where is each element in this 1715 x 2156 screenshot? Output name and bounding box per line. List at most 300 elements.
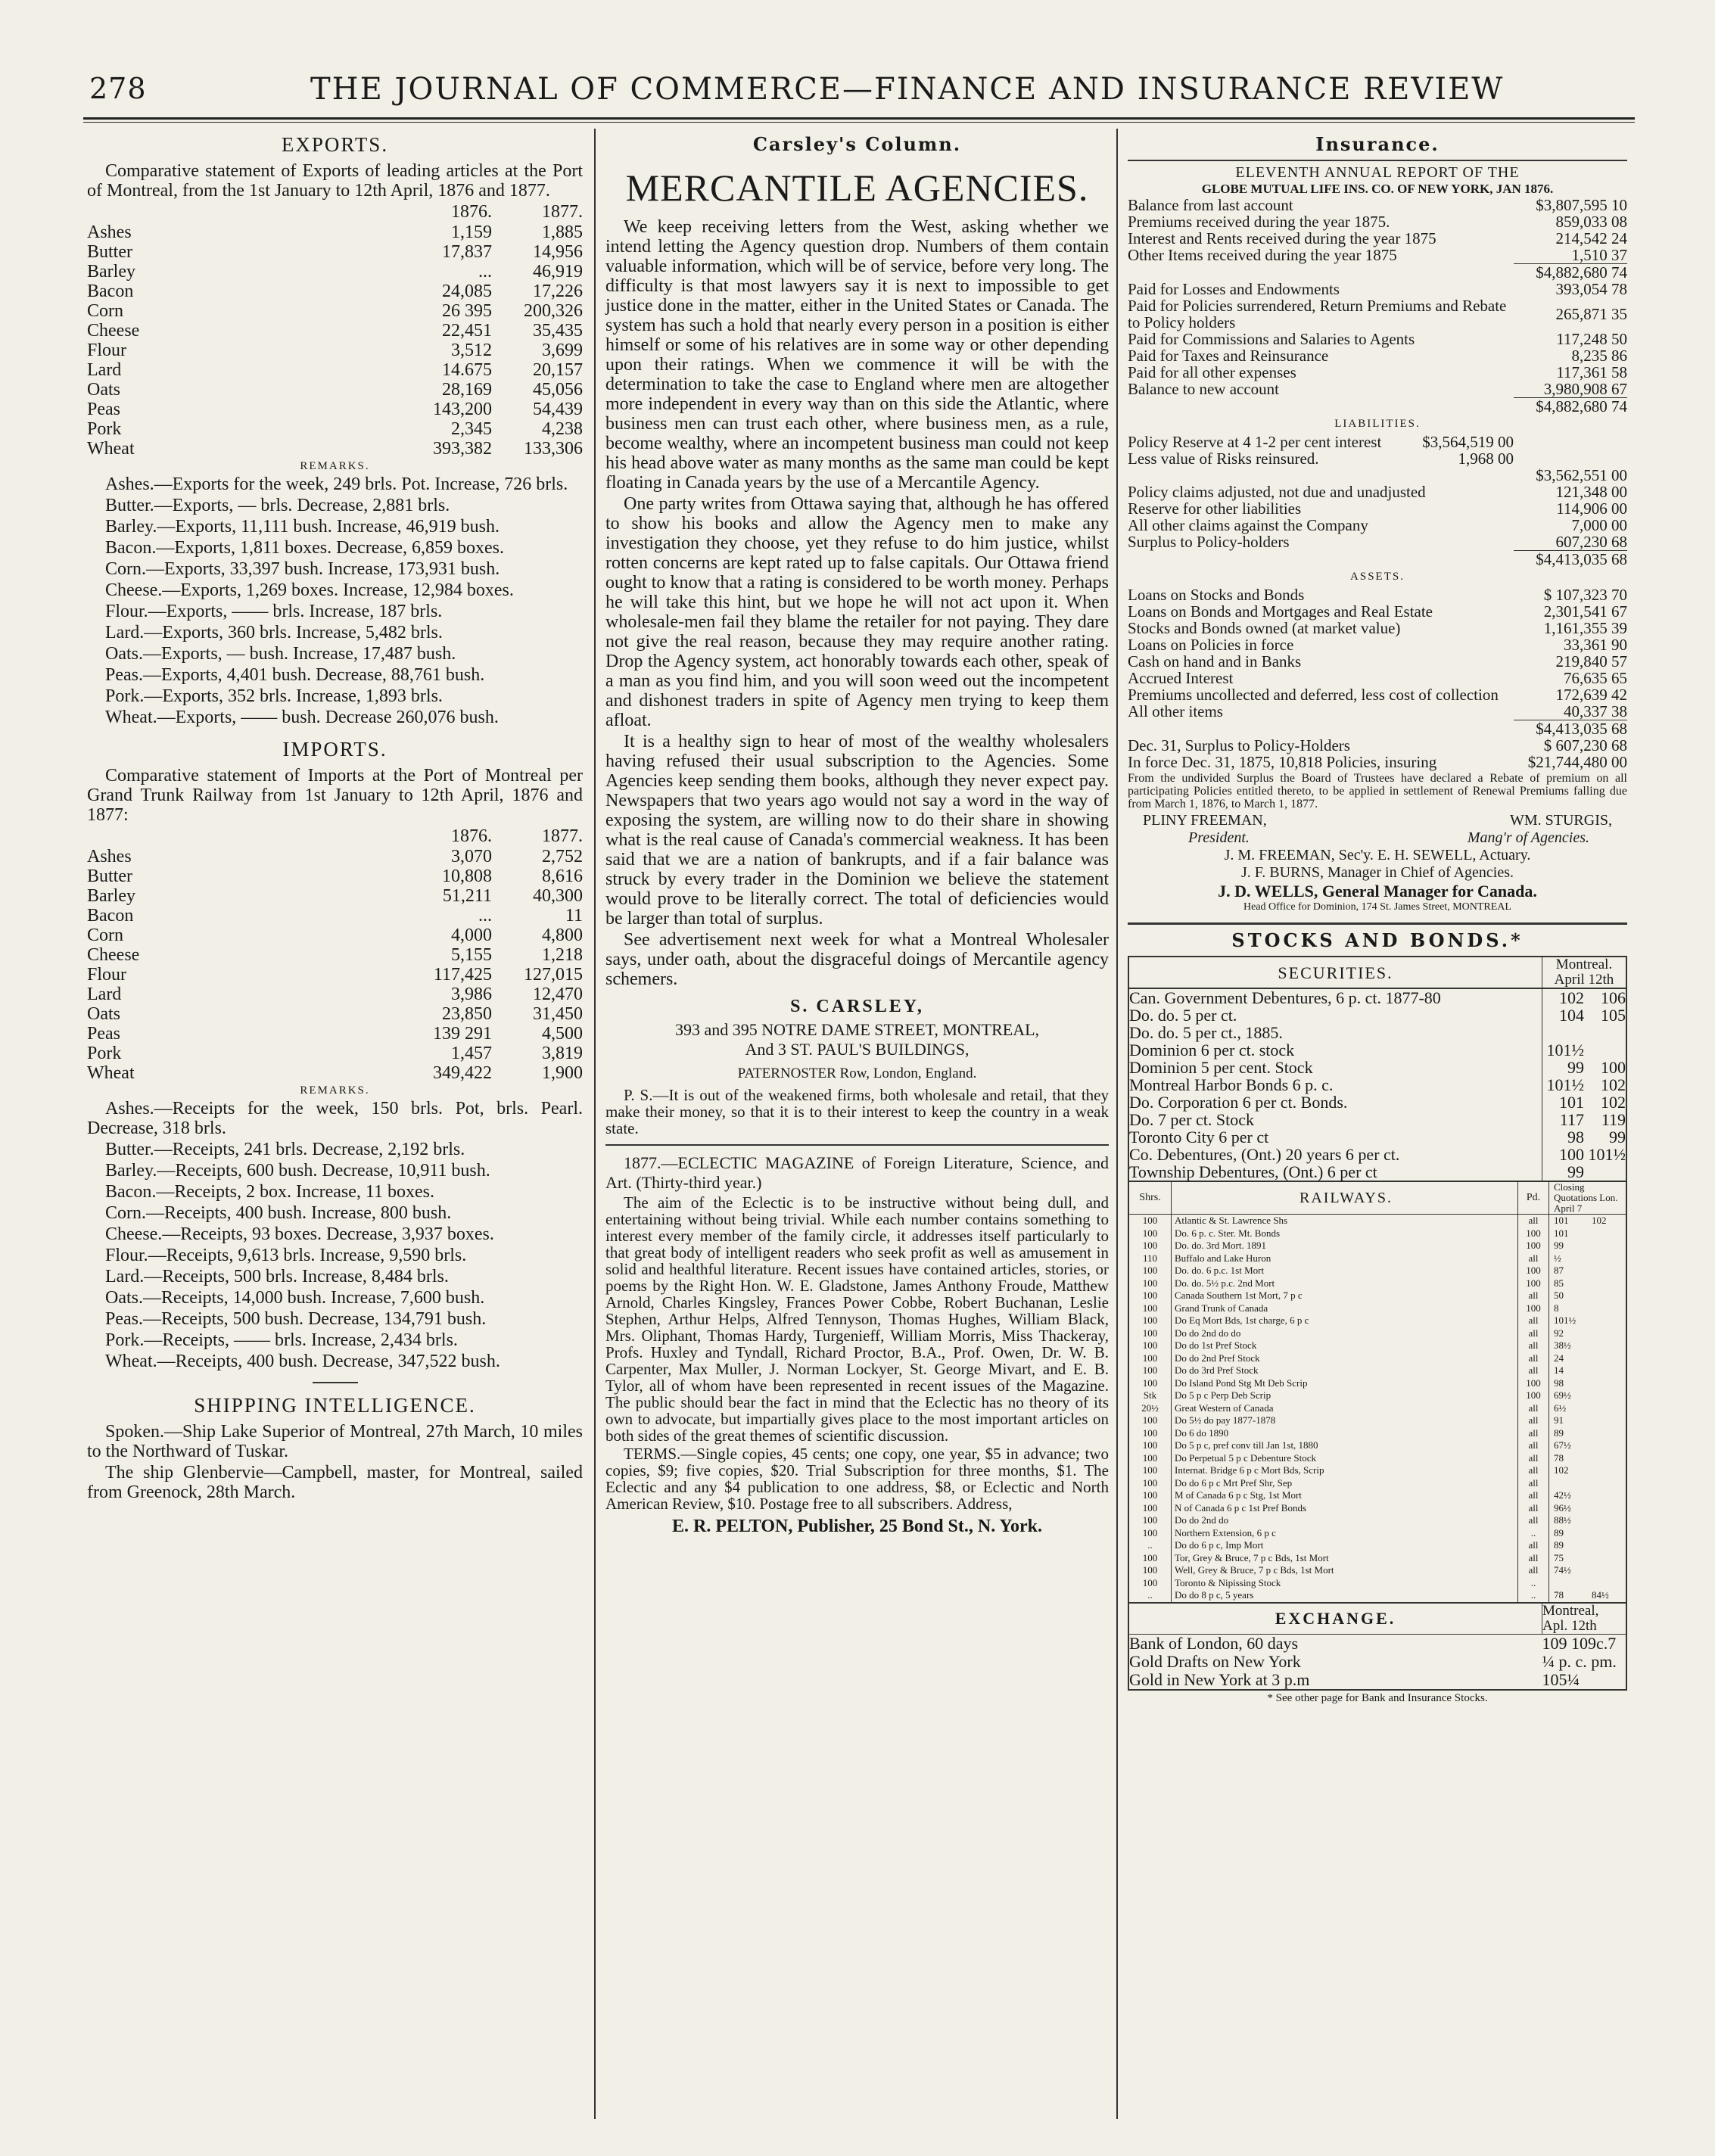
railway-quote: 69½	[1549, 1389, 1592, 1402]
railway-quote: 87	[1549, 1265, 1592, 1277]
railway-paid: all	[1518, 1252, 1549, 1265]
imports-value-1876: 51,211	[442, 886, 492, 906]
exports-value-1877: 1,885	[542, 222, 583, 242]
security-label: Do. do. 5 per ct., 1885.	[1129, 1023, 1283, 1042]
imports-row	[87, 985, 583, 1004]
railway-paid: all	[1518, 1564, 1549, 1577]
disbursement-row	[1128, 331, 1627, 347]
asset-row	[1128, 620, 1627, 636]
disbursement-value: 8,235 86	[1571, 347, 1627, 365]
income-table	[1128, 197, 1627, 281]
railway-quote-2	[1592, 1364, 1626, 1377]
imports-item: Oats	[87, 1004, 120, 1024]
security-row	[1129, 1163, 1626, 1181]
railway-shares: ..	[1147, 1539, 1153, 1551]
imports-item: Lard	[87, 985, 122, 1004]
carsley-para-2: One party writes from Ottawa saying that, although he has offered to show his books and allow the Agency men to make any investigation they choose, yet they refuse to do him justice, whilst rotten concerns are kept rated up to false capitals. Our Ottawa friend ought to know that a rating is considered to be worth money. Perhaps he will take this hint, but we hope he will not act upon it. When wholesale-men fail they blame the retailer for not paying. They dare not give the real reason, because they may require another rating. Drop the Agency system, act honorably towards each other, speak of a man as you find him, and you will soon weed out the incompetent and dishonest traders in spite of Agency men trying to keep them afloat.	[605, 494, 1109, 730]
railway-quote: 14	[1549, 1364, 1592, 1377]
imports-value-1877: 11	[565, 906, 583, 926]
railway-name: Grand Trunk of Canada	[1172, 1302, 1518, 1315]
exports-value-1876: ...	[478, 262, 492, 282]
income-value: $3,807,595 10	[1536, 196, 1627, 214]
imports-item: Ashes	[87, 847, 132, 866]
assets-total: $4,413,035 68	[1514, 720, 1627, 738]
railway-shares: 100	[1142, 1265, 1158, 1276]
imports-value-1876: 3,070	[451, 847, 492, 866]
railway-name: Do do 6 p c, Imp Mort	[1172, 1539, 1518, 1552]
exports-row	[87, 341, 583, 360]
inforce-value: $21,744,480 00	[1527, 753, 1627, 771]
imports-row	[87, 1024, 583, 1044]
header-rule-thin	[83, 122, 1635, 123]
security-row	[1129, 1076, 1626, 1094]
disbursement-row	[1128, 297, 1627, 331]
railway-quote-2	[1592, 1464, 1626, 1477]
security-row	[1129, 1006, 1626, 1024]
railway-quote-2	[1592, 1552, 1626, 1565]
railway-shares: ..	[1147, 1589, 1153, 1601]
insurance-column-head: Insurance.	[1315, 133, 1440, 155]
security-label: Do. 7 per ct. Stock	[1129, 1110, 1254, 1129]
disbursement-label: Paid for all other expenses	[1128, 363, 1296, 381]
imports-intro: Comparative statement of Imports at the Port of Montreal per Grand Trunk Railway from 1st January to 12th April, 1876 and 1877:	[87, 766, 583, 825]
stocks-rule	[1128, 922, 1627, 925]
railway-shares: 100	[1142, 1314, 1158, 1326]
carsley-address-3: PATERNOSTER Row, London, England.	[737, 1066, 977, 1081]
railway-row	[1129, 1227, 1626, 1240]
asset-row	[1128, 586, 1627, 603]
railway-quote: 96½	[1549, 1502, 1592, 1515]
rail-head-pd: Pd.	[1518, 1182, 1549, 1215]
railway-row	[1129, 1240, 1626, 1252]
security-ask: 119	[1601, 1110, 1626, 1129]
imports-item: Butter	[87, 866, 132, 886]
exchange-label: Gold in New York at 3 p.m	[1129, 1669, 1310, 1689]
railway-paid: 100	[1518, 1377, 1549, 1390]
imports-value-1877: 12,470	[533, 985, 583, 1004]
railway-quote-2	[1592, 1377, 1626, 1390]
imports-remark: Pork.—Receipts, —— brls. Increase, 2,434 brls.	[105, 1330, 458, 1350]
carsley-address-1: 393 and 395 NOTRE DAME STREET, MONTREAL,	[674, 1020, 1040, 1039]
imports-item: Flour	[87, 965, 127, 985]
imports-item: Barley	[87, 886, 135, 906]
disbursement-value: 393,054 78	[1555, 280, 1627, 298]
exports-value-1876: 3,512	[451, 341, 492, 360]
disbursement-label: Paid for Policies surrendered, Return Premiums and Rebate to Policy holders	[1128, 297, 1507, 331]
exports-row	[87, 242, 583, 262]
exports-year-1877: 1877.	[542, 202, 583, 222]
insurance-rule	[1128, 160, 1627, 161]
railway-row	[1129, 1452, 1626, 1465]
exports-year-1876: 1876.	[451, 202, 492, 222]
asset-value: 2,301,541 67	[1543, 602, 1627, 621]
railway-name: Do do 2nd do	[1172, 1514, 1518, 1527]
carsley-para-3: It is a healthy sign to hear of most of the wealthy wholesalers having refused their usual subscription to the Agencies. Some Agencies keep sending them books, although they never expect pay. Newspapers that two years ago would not say a word in the way of exposing the system, are willing now to do their share in showing what is the real cause of Canada's commercial weakness. It has been said that we are a nation of bankrupts, and if a fair balance was struck by every trader in the Dominion we believe the statement would prove to be literally correct. The total of deficiencies would be larger than total of surplus.	[605, 732, 1109, 929]
disbursement-value: 265,871 35	[1555, 305, 1627, 323]
exchange-value: ¼ p. c. pm.	[1542, 1651, 1617, 1671]
railway-row	[1129, 1489, 1626, 1502]
railway-shares: 100	[1142, 1339, 1158, 1351]
disbursement-value: 3,980,908 67	[1543, 380, 1627, 398]
officers-line-4: J. F. BURNS, Manager in Chief of Agencies.	[1240, 864, 1514, 881]
railway-quote: 88½	[1549, 1514, 1592, 1527]
exports-value-1876: 143,200	[433, 400, 492, 419]
railway-quote: 78	[1549, 1589, 1592, 1602]
asset-label: Stocks and Bonds owned (at market value)	[1128, 619, 1401, 637]
imports-heading: IMPORTS.	[282, 738, 388, 761]
railway-quote-2	[1592, 1327, 1626, 1340]
liability-row	[1128, 500, 1627, 517]
railway-quote-2	[1592, 1290, 1626, 1302]
imports-value-1876: 23,850	[442, 1004, 492, 1024]
railway-shares: 100	[1142, 1277, 1158, 1289]
reserve-net: $3,562,551 00	[1536, 466, 1627, 484]
security-bid: 101½	[1542, 1041, 1585, 1059]
railways-table	[1129, 1182, 1626, 1602]
railway-paid: 100	[1518, 1265, 1549, 1277]
security-bid: 99	[1542, 1059, 1585, 1076]
asset-label: Loans on Policies in force	[1128, 636, 1294, 654]
imports-row	[87, 1004, 583, 1024]
exports-item: Butter	[87, 242, 132, 262]
security-bid: 102	[1542, 988, 1585, 1006]
liabilities-heading: LIABILITIES.	[1334, 418, 1421, 430]
exports-row	[87, 321, 583, 341]
exports-item: Peas	[87, 400, 120, 419]
railway-quote: ½	[1549, 1252, 1592, 1265]
eclectic-publisher: E. R. PELTON, Publisher, 25 Bond St., N. York.	[671, 1517, 1043, 1536]
railway-paid: all	[1518, 1489, 1549, 1502]
imports-remark: Flour.—Receipts, 9,613 brls. Increase, 9,590 brls.	[105, 1246, 467, 1265]
imports-item: Corn	[87, 926, 123, 945]
exports-value-1877: 17,226	[533, 282, 583, 301]
exports-row	[87, 360, 583, 380]
security-ask	[1584, 1163, 1626, 1181]
imports-row	[87, 847, 583, 866]
railway-quote: 75	[1549, 1552, 1592, 1565]
security-label: Can. Government Debentures, 6 p. ct. 1877-80	[1129, 988, 1441, 1007]
railway-row	[1129, 1402, 1626, 1415]
railway-name: Do do 6 p c Mrt Pref Shr, Sep	[1172, 1477, 1518, 1490]
exports-item: Oats	[87, 380, 120, 400]
header-rule	[83, 117, 1635, 120]
imports-remark: Butter.—Receipts, 241 brls. Decrease, 2,192 brls.	[105, 1140, 465, 1159]
exports-remark: Wheat.—Exports, —— bush. Decrease 260,076 bush.	[105, 708, 499, 727]
railway-row	[1129, 1502, 1626, 1515]
railway-quote-2	[1592, 1265, 1626, 1277]
securities-box	[1128, 956, 1627, 1182]
exports-value-1876: 17,837	[442, 242, 492, 262]
railway-quote-2: 84½	[1592, 1589, 1609, 1601]
railway-shares: 110	[1142, 1252, 1158, 1264]
asset-row	[1128, 670, 1627, 686]
railway-row	[1129, 1439, 1626, 1452]
security-row	[1129, 1111, 1626, 1128]
railway-quote: 85	[1549, 1277, 1592, 1290]
carsley-column-head: Carsley's Column.	[752, 133, 962, 155]
disbursement-label: Balance to new account	[1128, 380, 1279, 399]
carsley-postscript: P. S.—It is out of the weakened firms, both wholesale and retail, that they make their money, so that it is to their interest to keep the country in a weak state.	[605, 1086, 1109, 1137]
railway-shares: 100	[1142, 1476, 1158, 1489]
disbursement-label: Paid for Taxes and Reinsurance	[1128, 347, 1329, 365]
railway-quote: 101	[1549, 1215, 1592, 1227]
exchange-row	[1129, 1653, 1626, 1671]
railway-name: Do 5 p c Perp Deb Scrip	[1172, 1389, 1518, 1402]
income-row	[1128, 213, 1627, 230]
asset-label: All other items	[1128, 702, 1223, 721]
security-label: Do. Corporation 6 per ct. Bonds.	[1129, 1093, 1348, 1112]
imports-table	[87, 826, 583, 1083]
railway-row	[1129, 1389, 1626, 1402]
railway-paid: 100	[1518, 1277, 1549, 1290]
imports-value-1876: 3,986	[451, 985, 492, 1004]
imports-remark: Wheat.—Receipts, 400 bush. Decrease, 347,522 bush.	[105, 1352, 500, 1371]
exports-value-1877: 20,157	[533, 360, 583, 380]
exports-value-1876: 393,382	[433, 439, 492, 459]
railway-shares: 100	[1142, 1290, 1158, 1301]
exchange-value: 109 109c.7	[1542, 1633, 1617, 1653]
railway-quote: 67½	[1549, 1439, 1592, 1452]
railway-quote-2	[1592, 1314, 1626, 1327]
railway-paid: all	[1518, 1215, 1549, 1227]
railway-row	[1129, 1464, 1626, 1477]
railway-name: M of Canada 6 p c Stg, 1st Mort	[1172, 1489, 1518, 1502]
railway-paid: all	[1518, 1364, 1549, 1377]
imports-remark: Corn.—Receipts, 400 bush. Increase, 800 bush.	[105, 1203, 452, 1223]
income-row	[1128, 230, 1627, 247]
railway-quote: 89	[1549, 1427, 1592, 1440]
railway-name: Tor, Grey & Bruce, 7 p c Bds, 1st Mort	[1172, 1552, 1518, 1565]
railway-name: Do 6 do 1890	[1172, 1427, 1518, 1440]
eclectic-lead: 1877.—ECLECTIC MAGAZINE of Foreign Literature, Science, and Art. (Thirty-third year.)	[605, 1153, 1109, 1192]
imports-value-1877: 3,819	[542, 1044, 583, 1063]
railway-shares: 100	[1142, 1240, 1158, 1251]
stocks-footnote: * See other page for Bank and Insurance Stocks.	[1267, 1691, 1488, 1704]
railway-name: Do Island Pond Stg Mt Deb Scrip	[1172, 1377, 1518, 1390]
asset-row	[1128, 653, 1627, 670]
railway-name: Do. 6 p. c. Ster. Mt. Bonds	[1172, 1227, 1518, 1240]
railway-quote: 102	[1549, 1464, 1592, 1477]
railway-quote-2	[1592, 1452, 1626, 1465]
security-bid: 104	[1542, 1006, 1585, 1024]
liability-label: Surplus to Policy-holders	[1128, 533, 1290, 552]
security-label: Dominion 5 per cent. Stock	[1129, 1058, 1313, 1077]
page-number: 278	[89, 72, 147, 105]
disbursement-row	[1128, 281, 1627, 297]
exports-value-1877: 45,056	[533, 380, 583, 400]
security-bid: 101	[1542, 1094, 1585, 1111]
exports-row	[87, 380, 583, 400]
railway-name: Do 5 p c, pref conv till Jan 1st, 1880	[1172, 1439, 1518, 1452]
asset-value: 219,840 57	[1555, 652, 1627, 670]
imports-year-1877: 1877.	[542, 826, 583, 846]
railway-quote-2	[1592, 1514, 1626, 1527]
imports-value-1877: 4,500	[542, 1024, 583, 1044]
railway-row	[1129, 1527, 1626, 1540]
asset-value: 1,161,355 39	[1543, 619, 1627, 637]
railways-box	[1128, 1182, 1627, 1604]
railway-shares: 100	[1142, 1551, 1158, 1563]
asset-label: Loans on Bonds and Mortgages and Real Estate	[1128, 602, 1433, 621]
railway-name: Do do 2nd Pref Stock	[1172, 1352, 1518, 1365]
railway-shares: 100	[1142, 1501, 1158, 1514]
imports-value-1876: 4,000	[451, 926, 492, 945]
exports-value-1877: 133,306	[524, 439, 583, 459]
railway-row	[1129, 1564, 1626, 1577]
railway-quote	[1549, 1477, 1592, 1490]
liability-value: 607,230 68	[1555, 533, 1627, 551]
exports-row	[87, 262, 583, 282]
head-office: Head Office for Dominion, 174 St. James Street, MONTREAL	[1243, 901, 1511, 913]
officer-president-title: President.	[1188, 829, 1250, 846]
exports-value-1877: 54,439	[533, 400, 583, 419]
railway-name: Canada Southern 1st Mort, 7 p c	[1172, 1290, 1518, 1302]
exports-remark: Barley.—Exports, 11,111 bush. Increase, 46,919 bush.	[105, 517, 500, 537]
railway-row	[1129, 1290, 1626, 1302]
exports-row	[87, 400, 583, 419]
reserve-value: $3,564,519 00	[1422, 433, 1514, 451]
railway-paid: 100	[1518, 1302, 1549, 1315]
railway-quote: 92	[1549, 1327, 1592, 1340]
security-label: Toronto City 6 per ct	[1129, 1128, 1269, 1146]
security-label: Co. Debentures, (Ont.) 20 years 6 per ct.	[1129, 1145, 1400, 1164]
railway-row	[1129, 1327, 1626, 1340]
imports-item: Pork	[87, 1044, 122, 1063]
shipping-heading: SHIPPING INTELLIGENCE.	[194, 1394, 476, 1417]
exchange-box	[1128, 1604, 1627, 1691]
railway-row	[1129, 1215, 1626, 1227]
exports-remarks-heading: REMARKS.	[300, 460, 370, 472]
reinsured-label: Less value of Risks reinsured.	[1128, 450, 1319, 468]
railway-name: Atlantic & St. Lawrence Shs	[1172, 1215, 1518, 1227]
securities-head: SECURITIES.	[1129, 957, 1542, 988]
officer-agencies-title: Mang'r of Agencies.	[1467, 829, 1589, 846]
income-label: Other Items received during the year 1875	[1128, 246, 1397, 265]
railway-row	[1129, 1364, 1626, 1377]
railway-name: Well, Grey & Bruce, 7 p c Bds, 1st Mort	[1172, 1564, 1518, 1577]
railway-paid: all	[1518, 1414, 1549, 1427]
asset-row	[1128, 603, 1627, 620]
railway-quote: 42½	[1549, 1489, 1592, 1502]
liability-label: Policy claims adjusted, not due and unadjusted	[1128, 483, 1426, 501]
railway-row	[1129, 1477, 1626, 1490]
column-divider-1	[594, 129, 596, 2119]
asset-label: Cash on hand and in Banks	[1128, 652, 1302, 670]
railway-quote-2	[1592, 1427, 1626, 1440]
railway-row	[1129, 1577, 1626, 1590]
railway-paid: ..	[1518, 1589, 1549, 1602]
railway-name: Great Western of Canada	[1172, 1402, 1518, 1415]
railway-shares: 100	[1142, 1352, 1158, 1364]
railway-shares: 100	[1142, 1227, 1158, 1239]
security-row	[1129, 1146, 1626, 1163]
railway-paid: all	[1518, 1477, 1549, 1490]
exports-item: Bacon	[87, 282, 134, 301]
imports-row	[87, 906, 583, 926]
railway-quote-2	[1592, 1539, 1626, 1552]
security-ask	[1584, 1041, 1626, 1059]
imports-value-1876: 10,808	[442, 866, 492, 886]
imports-value-1876: 5,155	[451, 945, 492, 965]
eclectic-para-1: The aim of the Eclectic is to be instructive without being dull, and entertaining without being trivial. While each number contains something to interest every member of the family circle, it addresses itself particularly to that great body of intelligent readers who seek profit as well as amusement in solid and healthful literature. Recent issues have contained articles, stories, or poems by the Right Hon. W. E. Gladstone, James Anthony Froude, Matthew Arnold, Charles Kingsley, Frances Power Cobbe, Robert Buchanan, Leslie Stephen, Arthur Helps, Alfred Tennyson, Thomas Hughes, William Black, Mrs. Oliphant, Thomas Hardy, Turgenieff, William Morris, Miss Thackeray, Profs. Huxley and Tyndall, Richard Proctor, B.A., Prof. Owen, Dr. W. B. Carpenter, Max Muller, J. Norman Lockyer, St. George Mivart, and E. B. Tylor, all of whom have been represented in recent issues of the Magazine. The public should bear the fact in mind that the Eclectic has no theory of its own to advocate, but impartially gives place to the most important articles on both sides of the great themes of scientific discussion.	[605, 1193, 1109, 1445]
column-divider-2	[1116, 129, 1118, 2119]
railway-row	[1129, 1589, 1626, 1602]
railway-shares: 100	[1142, 1576, 1158, 1588]
security-ask: 99	[1609, 1128, 1626, 1146]
column-insurance-stocks	[1128, 129, 1627, 1705]
security-ask: 100	[1601, 1058, 1626, 1077]
exchange-row	[1129, 1634, 1626, 1653]
railway-paid: all	[1518, 1339, 1549, 1352]
income-label: Balance from last account	[1128, 196, 1293, 214]
eclectic-terms: TERMS.—Single copies, 45 cents; one copy, one year, $5 in advance; two copies, $9; five copies, $20. Trial Subscription for three months, $1. The Eclectic and any $4 publication to one address, $8, or Eclectic and North American Review, $10. Postage free to all subscribers. Address,	[605, 1445, 1109, 1513]
imports-item: Cheese	[87, 945, 140, 965]
carsley-para-1: We keep receiving letters from the West, asking whether we intend letting the Agency question drop. Numbers of them contain valuable information, which will be of service, before very long. The difficulty is that most lawyers say it is next to impossible to get justice done in the matter, either in the United States or Canada. The system has such a hold that nearly every person in a position is either himself or some of his relatives are in some way or other depending upon their ratings. When we commence it will be with the determination to take the case to England where men are altogether more independent in every way than on this side the Atlantic, where business men can trust each other, where business men, as a rule, become wealthy, where an incompetent business man could not keep his head above water as many months as the same man could be kept floating in Canada years by the use of a Mercantile Agency.	[605, 217, 1109, 493]
railway-quote: 6½	[1549, 1402, 1592, 1415]
railway-row	[1129, 1265, 1626, 1277]
disbursement-row	[1128, 381, 1627, 398]
liability-value: 7,000 00	[1571, 516, 1627, 534]
exchange-heading: EXCHANGE.	[1129, 1604, 1542, 1635]
exports-heading: EXPORTS.	[281, 133, 389, 156]
exports-value-1877: 46,919	[533, 262, 583, 282]
rail-head-quote: Closing Quotations Lon. April 7	[1549, 1182, 1626, 1215]
railway-quote-2	[1592, 1352, 1626, 1365]
railway-quote-2	[1592, 1252, 1626, 1265]
railway-name: Do do 3rd Pref Stock	[1172, 1364, 1518, 1377]
railway-paid: all	[1518, 1290, 1549, 1302]
exports-value-1876: 26 395	[442, 301, 492, 321]
asset-row	[1128, 636, 1627, 653]
railway-row	[1129, 1539, 1626, 1552]
security-row	[1129, 988, 1626, 1006]
railway-name: Do do 2nd do do	[1172, 1327, 1518, 1340]
exports-remark: Peas.—Exports, 4,401 bush. Decrease, 88,761 bush.	[105, 665, 485, 685]
imports-value-1877: 40,300	[533, 886, 583, 906]
railway-shares: 100	[1142, 1327, 1158, 1339]
exports-table	[87, 202, 583, 459]
railway-shares: 100	[1142, 1377, 1158, 1389]
railway-quote-2	[1592, 1227, 1626, 1240]
report-subtitle: GLOBE MUTUAL LIFE INS. CO. OF NEW YORK, JAN 1876.	[1201, 182, 1554, 196]
journal-title: THE JOURNAL OF COMMERCE—FINANCE AND INSURANCE REVIEW	[310, 72, 1505, 107]
railway-paid: all	[1518, 1514, 1549, 1527]
security-bid: 99	[1542, 1163, 1585, 1181]
exports-value-1876: 24,085	[442, 282, 492, 301]
liabilities-table	[1128, 484, 1627, 568]
exchange-quote-head: Montreal, Apl. 12th	[1542, 1604, 1626, 1635]
exports-intro: Comparative statement of Exports of leading articles at the Port of Montreal, from the 1st January to 12th April, 1876 and 1877.	[87, 161, 583, 201]
section-divider	[313, 1382, 358, 1383]
imports-row	[87, 866, 583, 886]
mercantile-agencies-title: MERCANTILE AGENCIES.	[625, 166, 1089, 209]
asset-label: Accrued Interest	[1128, 669, 1234, 687]
imports-item: Wheat	[87, 1063, 135, 1083]
reserve-label: Policy Reserve at 4 1-2 per cent interest	[1128, 433, 1382, 451]
column-carsley	[605, 129, 1109, 1537]
security-row	[1129, 1128, 1626, 1146]
railway-paid: 100	[1518, 1240, 1549, 1252]
securities-quote-head: Montreal. April 12th	[1542, 957, 1626, 988]
exports-item: Pork	[87, 419, 122, 439]
disbursement-label: Paid for Losses and Endowments	[1128, 280, 1340, 298]
security-bid	[1542, 1024, 1585, 1041]
disbursements-table	[1128, 281, 1627, 415]
railway-paid: all	[1518, 1427, 1549, 1440]
rebate-fine-print: From the undivided Surplus the Board of Trustees have declared a Rebate of premium on all participating Policies entitled thereto, to be applied in settlement of Renewal Premiums falling due from March 1, 1876, to March 1, 1877.	[1128, 772, 1627, 810]
railway-row	[1129, 1377, 1626, 1390]
exports-remark: Cheese.—Exports, 1,269 boxes. Increase, 12,984 boxes.	[105, 580, 514, 600]
